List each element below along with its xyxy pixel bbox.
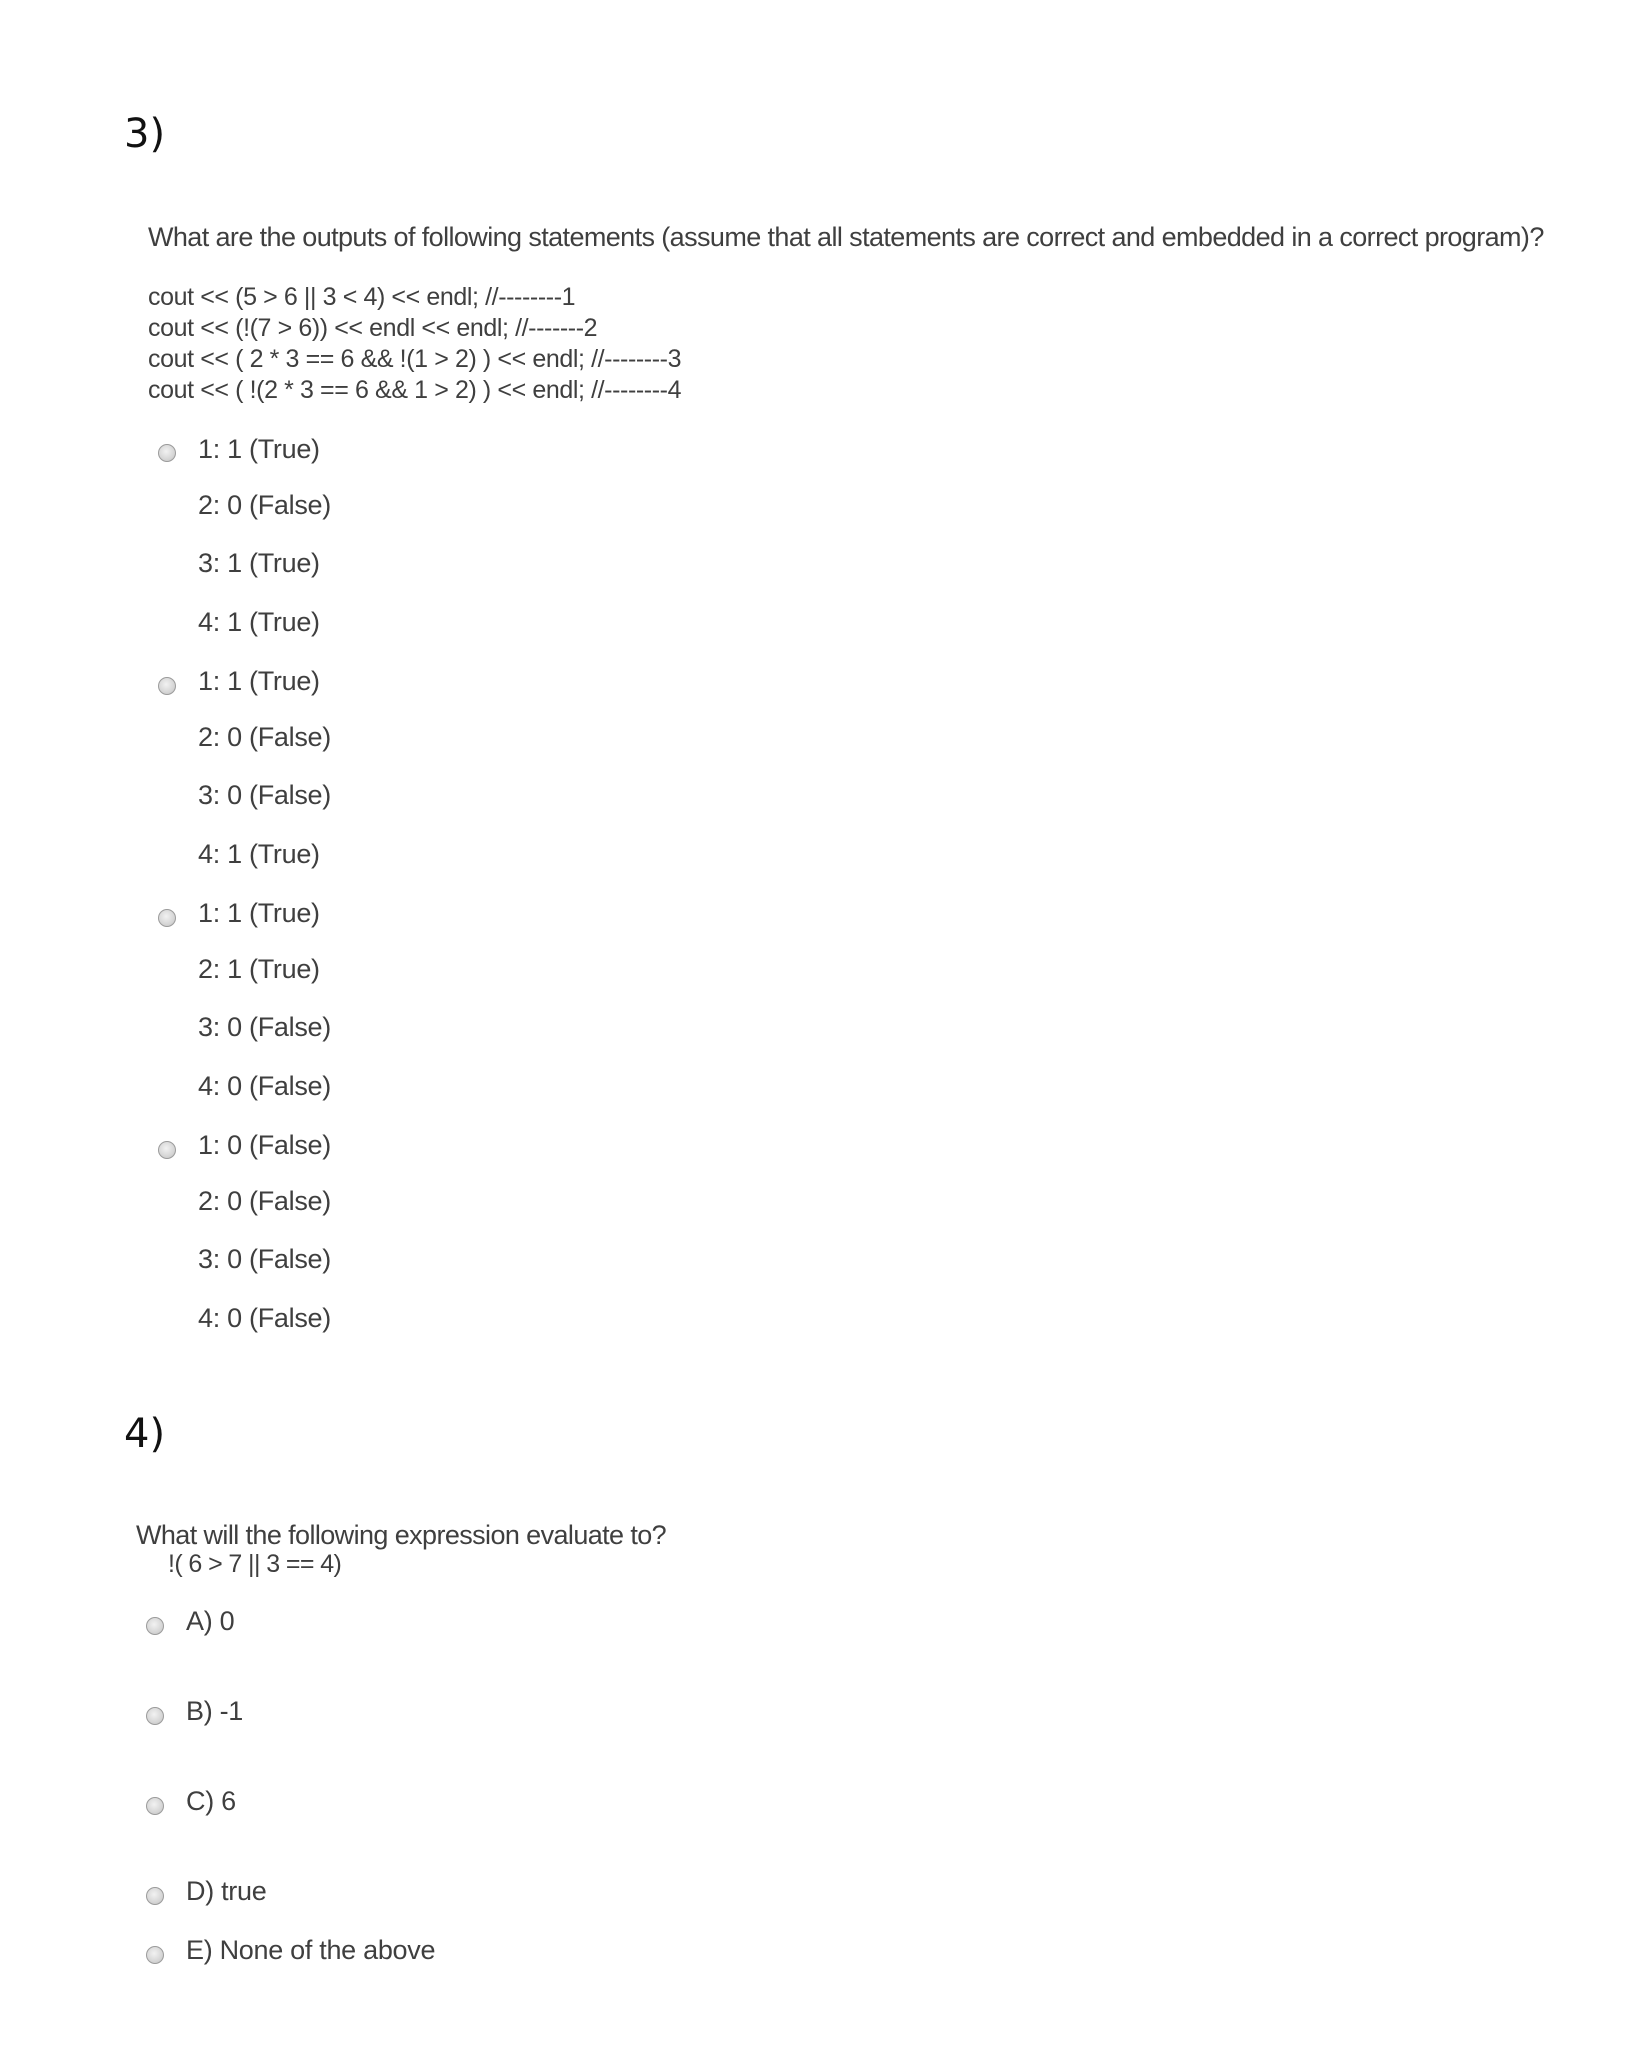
code-line-1: cout << (5 > 6 || 3 < 4) << endl; //--------1 [148, 283, 576, 311]
code-line-2: cout << (!(7 > 6)) << endl << endl; //-------2 [148, 314, 598, 342]
option-line: 2: 0 (False) [198, 1186, 331, 1216]
option-line: 2: 0 (False) [198, 490, 331, 520]
question-3-code-block [148, 282, 681, 406]
code-line-3: cout << ( 2 * 3 == 6 && !(1 > 2) ) << endl; //--------3 [148, 345, 682, 373]
option-label: A) 0 [186, 1606, 235, 1636]
option-line: 1: 1 (True) [198, 666, 320, 696]
question-4-expression: !( 6 > 7 || 3 == 4) [168, 1550, 342, 1578]
question-4-prompt: What will the following expression evaluate to? [136, 1520, 667, 1550]
question-3-prompt: What are the outputs of following statements (assume that all statements are correct and embedded in a correct program)? [148, 222, 1544, 252]
option-line: 3: 0 (False) [198, 780, 331, 810]
radio-button[interactable] [146, 1797, 164, 1815]
option-label: C) 6 [186, 1786, 236, 1816]
option-line: 3: 1 (True) [198, 548, 320, 578]
option-line: 4: 1 (True) [198, 607, 320, 637]
radio-button[interactable] [146, 1707, 164, 1725]
radio-button[interactable] [158, 909, 176, 927]
radio-button[interactable] [146, 1617, 164, 1635]
radio-button[interactable] [146, 1887, 164, 1905]
radio-button[interactable] [158, 444, 176, 462]
question-3-number: 3) [124, 111, 166, 157]
option-line: 3: 0 (False) [198, 1244, 331, 1274]
option-line: 3: 0 (False) [198, 1012, 331, 1042]
radio-button[interactable] [158, 1141, 176, 1159]
question-4-number: 4) [124, 1411, 166, 1457]
option-line: 1: 0 (False) [198, 1130, 331, 1160]
option-line: 4: 0 (False) [198, 1303, 331, 1333]
option-label: E) None of the above [186, 1935, 436, 1965]
option-line: 4: 0 (False) [198, 1071, 331, 1101]
option-line: 2: 1 (True) [198, 954, 320, 984]
option-line: 2: 0 (False) [198, 722, 331, 752]
radio-button[interactable] [158, 677, 176, 695]
option-line: 1: 1 (True) [198, 898, 320, 928]
option-label: B) -1 [186, 1696, 244, 1726]
radio-button[interactable] [146, 1946, 164, 1964]
code-line-4: cout << ( !(2 * 3 == 6 && 1 > 2) ) << endl; //--------4 [148, 376, 682, 404]
option-line: 4: 1 (True) [198, 839, 320, 869]
option-label: D) true [186, 1876, 267, 1906]
option-line: 1: 1 (True) [198, 434, 320, 464]
